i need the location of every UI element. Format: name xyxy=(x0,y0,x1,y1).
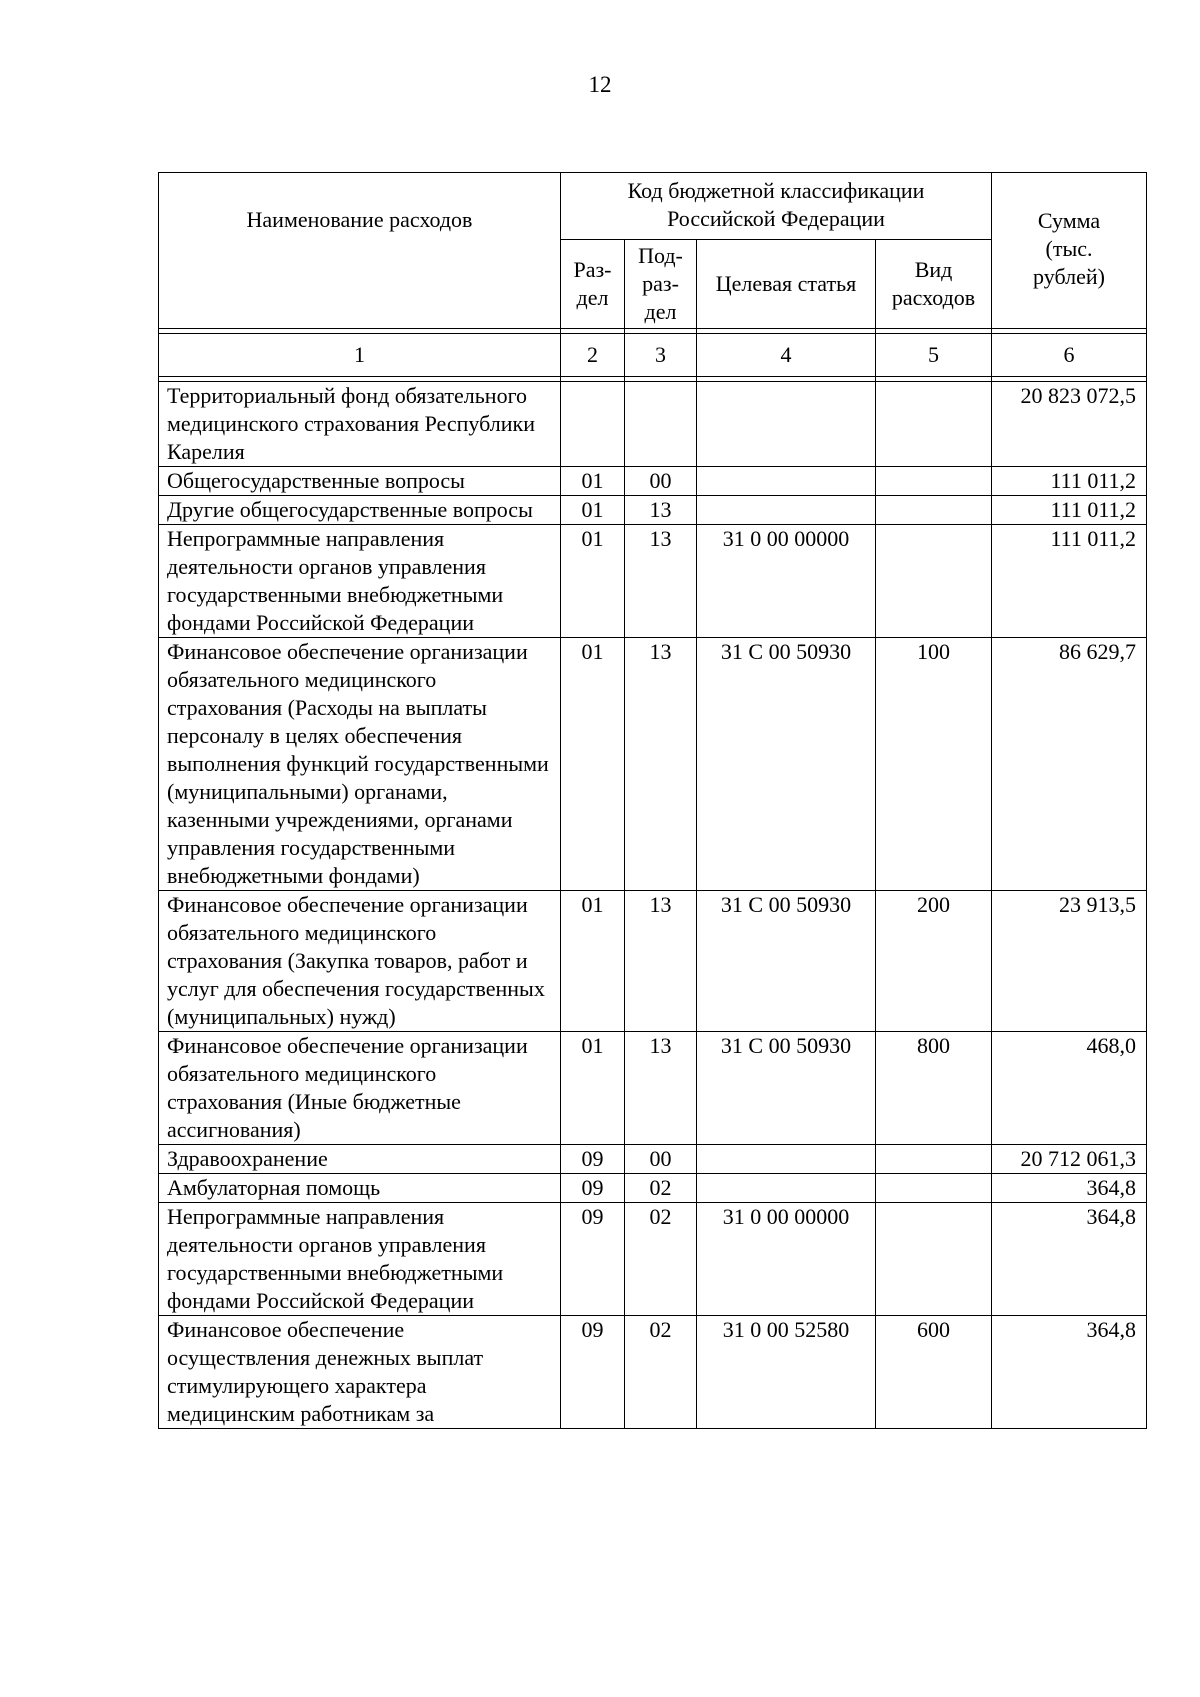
row-target-article: 31 0 00 00000 xyxy=(697,525,876,638)
row-podrazdel: 00 xyxy=(625,467,697,496)
row-target-article xyxy=(697,467,876,496)
row-target-article xyxy=(697,1145,876,1174)
row-razdel: 09 xyxy=(561,1316,625,1429)
table-header xyxy=(159,173,1147,329)
row-razdel: 01 xyxy=(561,891,625,1032)
row-podrazdel xyxy=(625,382,697,467)
header-podrazdel: Под- раз- дел xyxy=(625,240,697,329)
row-expense-name: Общегосударственные вопросы xyxy=(159,467,561,496)
table-row xyxy=(159,496,1147,525)
budget-expenses-table xyxy=(158,172,1147,1429)
row-podrazdel: 13 xyxy=(625,525,697,638)
row-target-article: 31 С 00 50930 xyxy=(697,891,876,1032)
row-sum: 111 011,2 xyxy=(992,496,1147,525)
row-expense-type xyxy=(876,496,992,525)
row-expense-type xyxy=(876,382,992,467)
table-row xyxy=(159,1174,1147,1203)
row-expense-type xyxy=(876,467,992,496)
table-row xyxy=(159,1203,1147,1316)
row-sum: 111 011,2 xyxy=(992,467,1147,496)
table-row xyxy=(159,382,1147,467)
column-number: 4 xyxy=(697,334,876,377)
row-podrazdel: 02 xyxy=(625,1203,697,1316)
table-body xyxy=(159,329,1147,1429)
row-target-article: 31 0 00 00000 xyxy=(697,1203,876,1316)
row-expense-name: Непрограммные направления деятельности органов управления государственными внебюджетными фондами Российской Федерации xyxy=(159,525,561,638)
row-razdel: 09 xyxy=(561,1145,625,1174)
header-razdel: Раз- дел xyxy=(561,240,625,329)
row-expense-type xyxy=(876,525,992,638)
row-expense-type: 200 xyxy=(876,891,992,1032)
row-target-article xyxy=(697,382,876,467)
row-razdel xyxy=(561,382,625,467)
row-expense-name: Другие общегосударственные вопросы xyxy=(159,496,561,525)
header-sum: Сумма (тыс. рублей) xyxy=(992,173,1147,329)
table-row xyxy=(159,638,1147,891)
column-number: 2 xyxy=(561,334,625,377)
table-row xyxy=(159,1316,1147,1429)
row-expense-name: Финансовое обеспечение организации обязательного медицинского страхования (Расходы на выплаты персоналу в целях обеспечения выполнения функций государственными (муниципальными) органами, казенными учреждениями, органами управления государственными внебюджетными фондами) xyxy=(159,638,561,891)
row-podrazdel: 13 xyxy=(625,638,697,891)
row-razdel: 01 xyxy=(561,496,625,525)
column-number: 5 xyxy=(876,334,992,377)
table-row xyxy=(159,525,1147,638)
row-expense-name: Финансовое обеспечение организации обязательного медицинского страхования (Иные бюджетные ассигнования) xyxy=(159,1032,561,1145)
row-target-article: 31 0 00 52580 xyxy=(697,1316,876,1429)
row-sum: 86 629,7 xyxy=(992,638,1147,891)
row-sum: 364,8 xyxy=(992,1316,1147,1429)
column-number: 3 xyxy=(625,334,697,377)
row-target-article xyxy=(697,496,876,525)
row-expense-name: Здравоохранение xyxy=(159,1145,561,1174)
row-expense-name: Финансовое обеспечение организации обязательного медицинского страхования (Закупка товаров, работ и услуг для обеспечения государственных (муниципальных) нужд) xyxy=(159,891,561,1032)
row-target-article: 31 С 00 50930 xyxy=(697,638,876,891)
row-expense-name: Амбулаторная помощь xyxy=(159,1174,561,1203)
row-podrazdel: 13 xyxy=(625,891,697,1032)
row-sum: 20 823 072,5 xyxy=(992,382,1147,467)
column-number: 6 xyxy=(992,334,1147,377)
row-sum: 23 913,5 xyxy=(992,891,1147,1032)
row-podrazdel: 02 xyxy=(625,1316,697,1429)
row-target-article xyxy=(697,1174,876,1203)
header-expense-type: Вид расходов xyxy=(876,240,992,329)
header-expense-name: Наименование расходов xyxy=(159,173,561,329)
row-razdel: 01 xyxy=(561,525,625,638)
row-razdel: 09 xyxy=(561,1174,625,1203)
header-budget-classification-code: Код бюджетной классификации Российской Федерации xyxy=(561,173,992,240)
row-expense-type: 600 xyxy=(876,1316,992,1429)
row-razdel: 01 xyxy=(561,1032,625,1145)
column-number-row xyxy=(159,334,1147,377)
row-podrazdel: 13 xyxy=(625,1032,697,1145)
row-sum: 364,8 xyxy=(992,1174,1147,1203)
row-expense-name: Непрограммные направления деятельности органов управления государственными внебюджетными фондами Российской Федерации xyxy=(159,1203,561,1316)
row-expense-type: 100 xyxy=(876,638,992,891)
header-target-article: Целевая статья xyxy=(697,240,876,329)
table-row xyxy=(159,1032,1147,1145)
table-row xyxy=(159,891,1147,1032)
row-sum: 468,0 xyxy=(992,1032,1147,1145)
column-number: 1 xyxy=(159,334,561,377)
row-razdel: 09 xyxy=(561,1203,625,1316)
row-expense-type xyxy=(876,1174,992,1203)
row-podrazdel: 00 xyxy=(625,1145,697,1174)
table-row xyxy=(159,467,1147,496)
row-razdel: 01 xyxy=(561,638,625,891)
row-expense-name: Финансовое обеспечение осуществления денежных выплат стимулирующего характера медицинским работникам за xyxy=(159,1316,561,1429)
row-sum: 20 712 061,3 xyxy=(992,1145,1147,1174)
row-podrazdel: 13 xyxy=(625,496,697,525)
row-expense-type xyxy=(876,1203,992,1316)
row-target-article: 31 С 00 50930 xyxy=(697,1032,876,1145)
page-number: 12 xyxy=(588,72,612,97)
row-expense-type: 800 xyxy=(876,1032,992,1145)
row-expense-type xyxy=(876,1145,992,1174)
row-sum: 364,8 xyxy=(992,1203,1147,1316)
row-razdel: 01 xyxy=(561,467,625,496)
table-row xyxy=(159,1145,1147,1174)
row-podrazdel: 02 xyxy=(625,1174,697,1203)
row-expense-name: Территориальный фонд обязательного медицинского страхования Республики Карелия xyxy=(159,382,561,467)
row-sum: 111 011,2 xyxy=(992,525,1147,638)
